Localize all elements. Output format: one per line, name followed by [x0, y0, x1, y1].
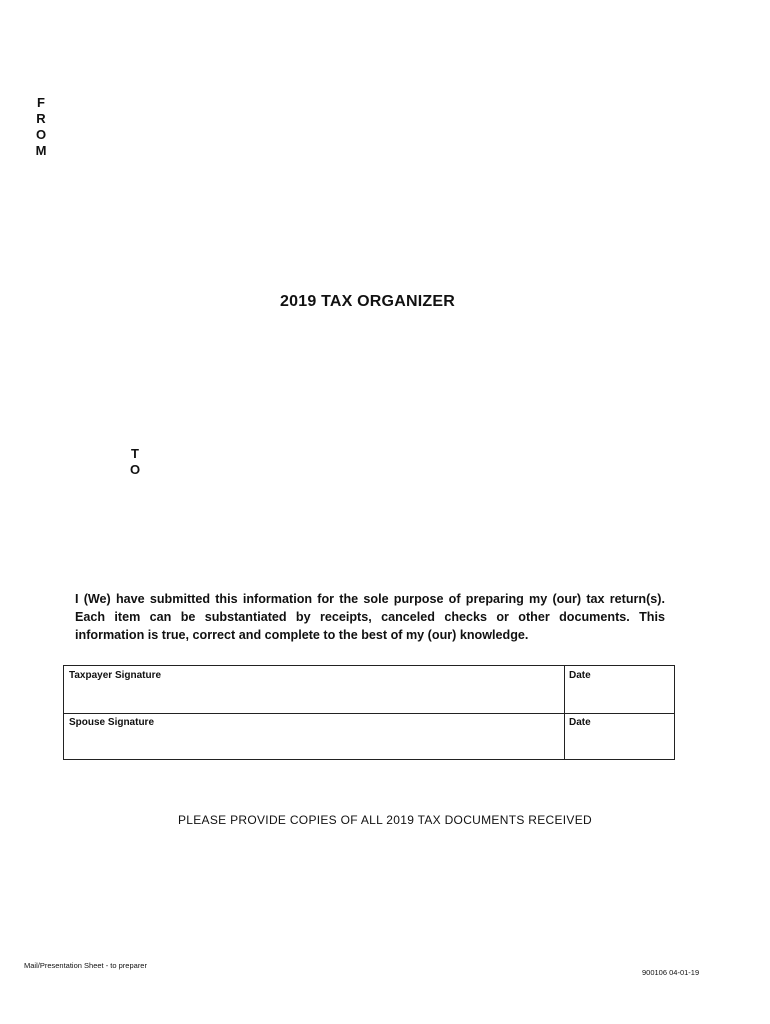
signature-table: [63, 665, 675, 760]
spouse-date-field[interactable]: [564, 713, 674, 759]
from-letter: O: [35, 127, 47, 142]
to-label: [128, 446, 142, 478]
documents-notice: PLEASE PROVIDE COPIES OF ALL 2019 TAX DOCUMENTS RECEIVED: [177, 813, 593, 827]
to-letter: T: [131, 446, 139, 461]
from-label: [34, 95, 48, 159]
footer-sheet-label: Mail/Presentation Sheet - to preparer: [24, 961, 147, 970]
taxpayer-signature-label: Taxpayer Signature: [69, 670, 162, 681]
from-letter: R: [36, 111, 46, 126]
taxpayer-signature-row: [64, 666, 674, 714]
taxpayer-signature-field[interactable]: [64, 666, 565, 713]
from-letter: M: [35, 143, 47, 158]
from-letter: F: [37, 95, 45, 110]
taxpayer-date-field[interactable]: [564, 666, 674, 713]
footer-form-code: 900106 04-01-19: [642, 968, 700, 977]
to-letter: O: [129, 462, 141, 477]
spouse-date-label: Date: [569, 717, 591, 728]
taxpayer-date-label: Date: [569, 670, 591, 681]
spouse-signature-field[interactable]: [64, 713, 565, 759]
spouse-signature-label: Spouse Signature: [69, 717, 155, 728]
certification-statement: I (We) have submitted this information for the sole purpose of preparing my (our) tax return(s). Each item can be substantiated by receipts, canceled checks or other documents. This information is true, correct and complete to the best of my (our) knowledge.: [75, 592, 665, 642]
spouse-signature-row: [64, 713, 674, 759]
page-title: 2019 TAX ORGANIZER: [280, 293, 455, 310]
